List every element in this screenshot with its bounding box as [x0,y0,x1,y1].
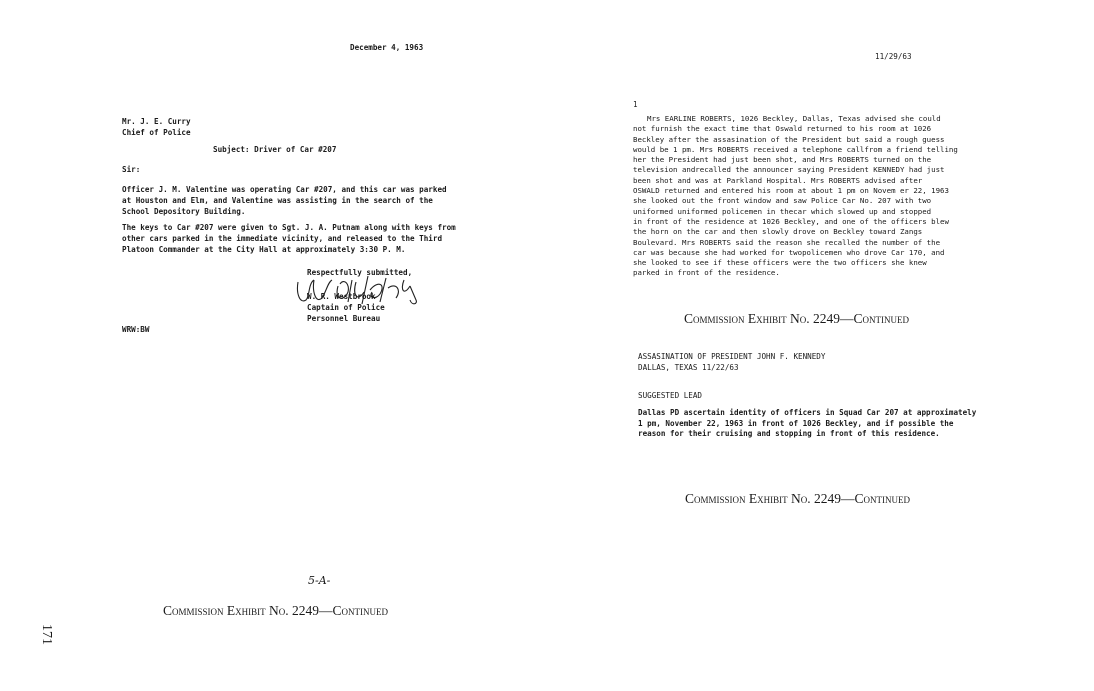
signer-block [307,291,385,324]
lead-heading-title: ASSASINATION OF PRESIDENT JOHN F. KENNEDY [638,352,826,361]
paragraph-line: The keys to Car #207 were given to Sgt. J. A. Putnam along with keys from [122,223,456,232]
statement-line: television andrecalled the announcer saying President KENNEDY had just [633,165,945,175]
statement-line: Mrs EARLINE ROBERTS, 1026 Beckley, Dallas, Texas advised she could [647,114,941,123]
letter-closing: Respectfully submitted, [307,268,413,277]
paragraph-line: at Houston and Elm, and Valentine was assisting in the search of the [122,196,433,205]
right-bottom-caption: Commission Exhibit No. 2249—Continued [685,491,910,506]
lead-line: 1 pm, November 22, 1963 in front of 1026 Beckley, and if possible the [638,418,954,428]
handwritten-mark: 5-A- [308,574,331,587]
page-number-container [40,624,54,658]
lead-heading-location: DALLAS, TEXAS 11/22/63 [638,362,739,372]
lead-heading [638,352,825,373]
paragraph-line: Platoon Commander at the City Hall at approximately 3:30 P. M. [122,245,406,254]
addressee-name: Mr. J. E. Curry [122,117,191,126]
note-date: 11/29/63 [875,52,912,61]
lead-body [638,408,976,440]
addressee-block [122,116,191,138]
typist-initials: WRW:BW [122,325,150,334]
lead-line: Dallas PD ascertain identity of officers in Squad Car 207 at approximately [638,408,977,417]
statement-line: she looked to see if these officers were the two officers she knew [633,258,927,268]
letter-salutation: Sir: [122,165,141,174]
statement-line: would be 1 pm. Mrs ROBERTS received a telephone callfrom a friend telling [633,144,958,154]
page-marker: 1 [633,100,638,109]
statement-line: Beckley after the assasination of the President but said a rough guess [633,134,945,144]
statement-line: she looked out the front window and saw Police Car No. 207 with two [633,196,932,206]
signer-name: W. R. Westbrook [307,292,376,301]
statement-line: in front of the residence at 1026 Beckley, and one of the officers blew [633,216,949,226]
statement-line: parked in front of the residence. [633,268,780,278]
signer-unit: Personnel Bureau [307,314,381,323]
statement-line: not furnish the exact time that Oswald returned to his room at 1026 [633,124,932,134]
letter-date: December 4, 1963 [350,43,424,52]
signer-title: Captain of Police [307,303,385,312]
letter-subject: Subject: Driver of Car #207 [213,145,337,154]
lead-label: SUGGESTED LEAD [638,391,703,400]
statement-line: car was because she had worked for twopolicemen who drove Car 170, and [633,247,945,257]
statement-line: Boulevard. Mrs ROBERTS said the reason she recalled the number of the [633,237,941,247]
statement-line: been shot and was at Parkland Hospital. Mrs ROBERTS advised after [633,175,923,185]
paragraph-line: other cars parked in the immediate vicinity, and released to the Third [122,234,443,243]
lead-line: reason for their cruising and stopping in front of this residence. [638,429,940,438]
statement-line: OSWALD returned and entered his room at about 1 pm on Novem er 22, 1963 [633,186,949,196]
statement-line: the horn on the car and then slowly drove on Beckley toward Zangs [633,227,923,237]
page-number: 171 [39,624,54,645]
statement-line: uniformed uniformed policemen in thecar which slowed up and stopped [633,206,932,216]
letter-paragraph-1 [122,184,447,217]
roberts-statement [633,114,958,279]
letter-paragraph-2 [122,222,456,255]
addressee-title: Chief of Police [122,128,191,137]
paragraph-line: School Depository Building. [122,207,246,216]
paragraph-line: Officer J. M. Valentine was operating Car #207, and this car was parked [122,185,447,194]
right-top-caption: Commission Exhibit No. 2249—Continued [684,311,909,326]
left-caption: Commission Exhibit No. 2249—Continued [163,603,388,618]
statement-line: her the President had just been shot, and Mrs ROBERTS turned on the [633,155,932,165]
